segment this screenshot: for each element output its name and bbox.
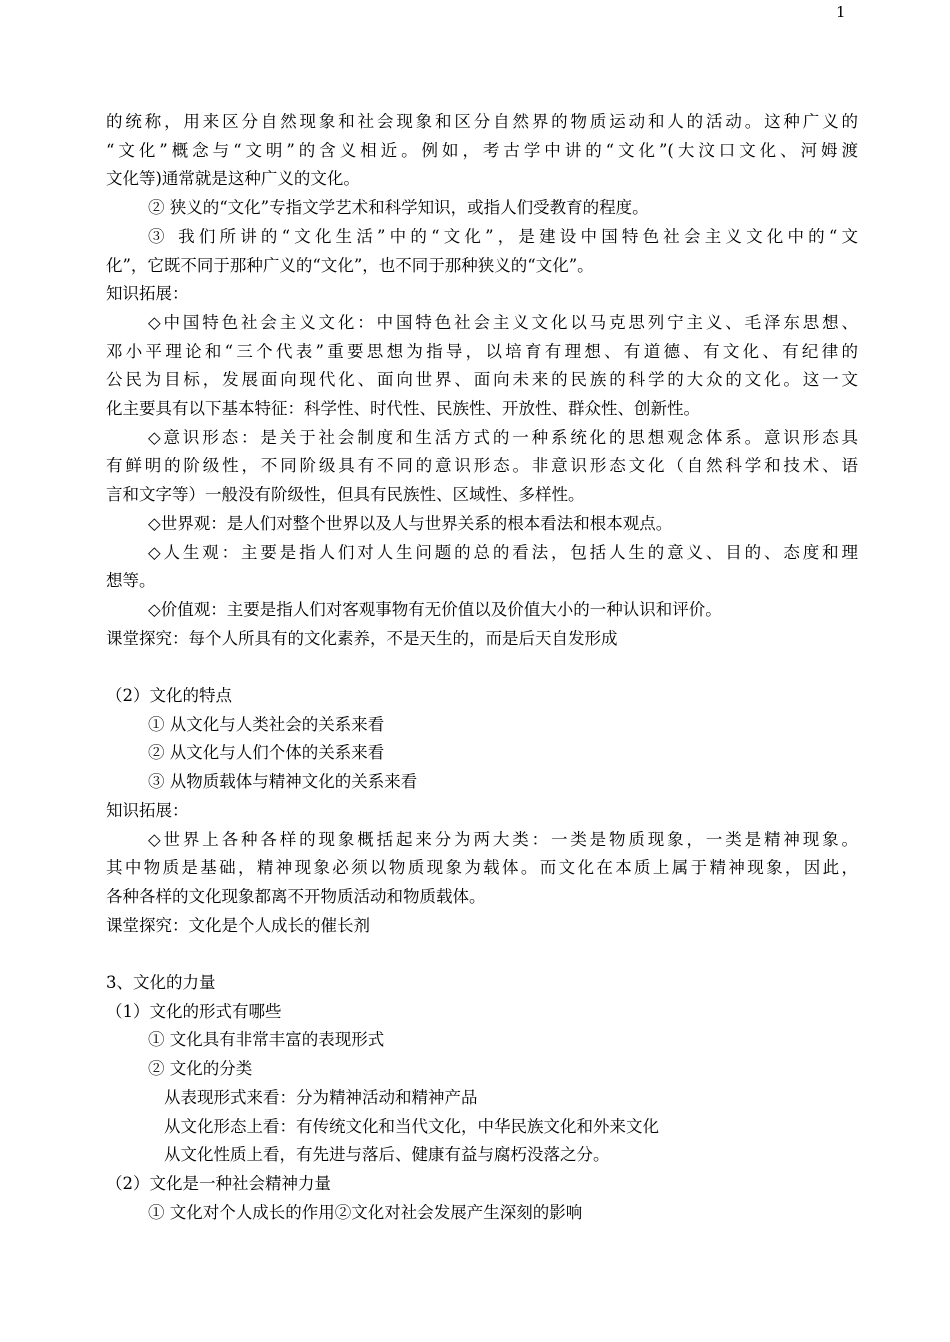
section-heading: （2）文化的特点 [106, 686, 232, 706]
section-heading: 知识拓展： [106, 800, 189, 820]
list-item: 从文化形态上看：有传统文化和当代文化，中华民族文化和外来文化 [164, 1116, 659, 1136]
document-body [106, 108, 858, 1227]
list-item: ① 文化具有非常丰富的表现形式 [148, 1030, 385, 1050]
paragraph-line: ◇价值观：主要是指人们对客观事物有无价值以及价值大小的一种认识和评价。 [148, 599, 722, 619]
paragraph-line: 化主要具有以下基本特征：科学性、时代性、民族性、开放性、群众性、创新性。 [106, 399, 700, 419]
page-number: 1 [836, 3, 846, 21]
blank-line [106, 653, 858, 682]
list-item: ① 文化对个人成长的作用②文化对社会发展产生深刻的影响 [148, 1202, 583, 1222]
section-heading: （1）文化的形式有哪些 [106, 1001, 282, 1021]
paragraph-line: ◇人生观：主要是指人们对人生问题的总的看法，包括人生的意义、目的、态度和理 [148, 542, 858, 562]
paragraph-line: 言和文字等）一般没有阶级性，但具有民族性、区域性、多样性。 [106, 485, 585, 505]
paragraph-line: ◇意识形态：是关于社会制度和生活方式的一种系统化的思想观念体系。意识形态具 [148, 427, 858, 447]
paragraph-line: ◇中国特色社会主义文化：中国特色社会主义文化以马克思列宁主义、毛泽东思想、 [148, 312, 858, 332]
text-line: “文化”概念与“文明”的含义相近。例如，考古学中讲的“文化”(大汶口文化、河姆渡 [106, 140, 858, 160]
section-heading: （2）文化是一种社会精神力量 [106, 1173, 331, 1193]
paragraph-line: ◇世界观：是人们对整个世界以及人与世界关系的根本看法和根本观点。 [148, 513, 673, 533]
section-heading: 课堂探究：文化是个人成长的催长剂 [106, 915, 370, 935]
section-heading: 课堂探究：每个人所具有的文化素养，不是天生的，而是后天自发形成 [106, 628, 618, 648]
list-item: 从表现形式来看：分为精神活动和精神产品 [164, 1087, 478, 1107]
list-item: ② 狭义的“文化”专指文学艺术和科学知识，或指人们受教育的程度。 [148, 198, 649, 218]
list-item: ③ 从物质载体与精神文化的关系来看 [148, 772, 418, 792]
section-heading: 知识拓展： [106, 284, 189, 304]
list-item: ① 从文化与人类社会的关系来看 [148, 714, 385, 734]
paragraph-line: 邓小平理论和“三个代表”重要思想为指导，以培育有理想、有道德、有文化、有纪律的 [106, 341, 858, 361]
paragraph-line: 想等。 [106, 571, 156, 591]
text-line: 化”，它既不同于那种广义的“文化”，也不同于那种狭义的“文化”。 [106, 255, 594, 275]
list-item: ② 从文化与人们个体的关系来看 [148, 743, 385, 763]
text-line: 文化等)通常就是这种广义的文化。 [106, 169, 360, 189]
text-line: 的统称，用来区分自然现象和社会现象和区分自然界的物质运动和人的活动。这种广义的 [106, 112, 858, 131]
paragraph-line: 有鲜明的阶级性，不同阶级具有不同的意识形态。非意识形态文化（自然科学和技术、语 [106, 456, 858, 476]
list-item: ③ 我们所讲的“文化生活”中的“文化”，是建设中国特色社会主义文化中的“文 [148, 226, 858, 246]
list-item: 从文化性质上看，有先进与落后、健康有益与腐朽没落之分。 [164, 1145, 610, 1165]
blank-line [106, 940, 858, 969]
paragraph-line: 其中物质是基础，精神现象必须以物质现象为载体。而文化在本质上属于精神现象，因此， [106, 858, 858, 878]
paragraph-line: 公民为目标，发展面向现代化、面向世界、面向未来的民族的科学的大众的文化。这一文 [106, 370, 858, 390]
list-item: ② 文化的分类 [148, 1059, 253, 1079]
paragraph-line: ◇世界上各种各样的现象概括起来分为两大类：一类是物质现象，一类是精神现象。 [148, 829, 858, 849]
section-heading: 3、文化的力量 [106, 973, 216, 993]
paragraph-line: 各种各样的文化现象都离不开物质活动和物质载体。 [106, 886, 486, 906]
